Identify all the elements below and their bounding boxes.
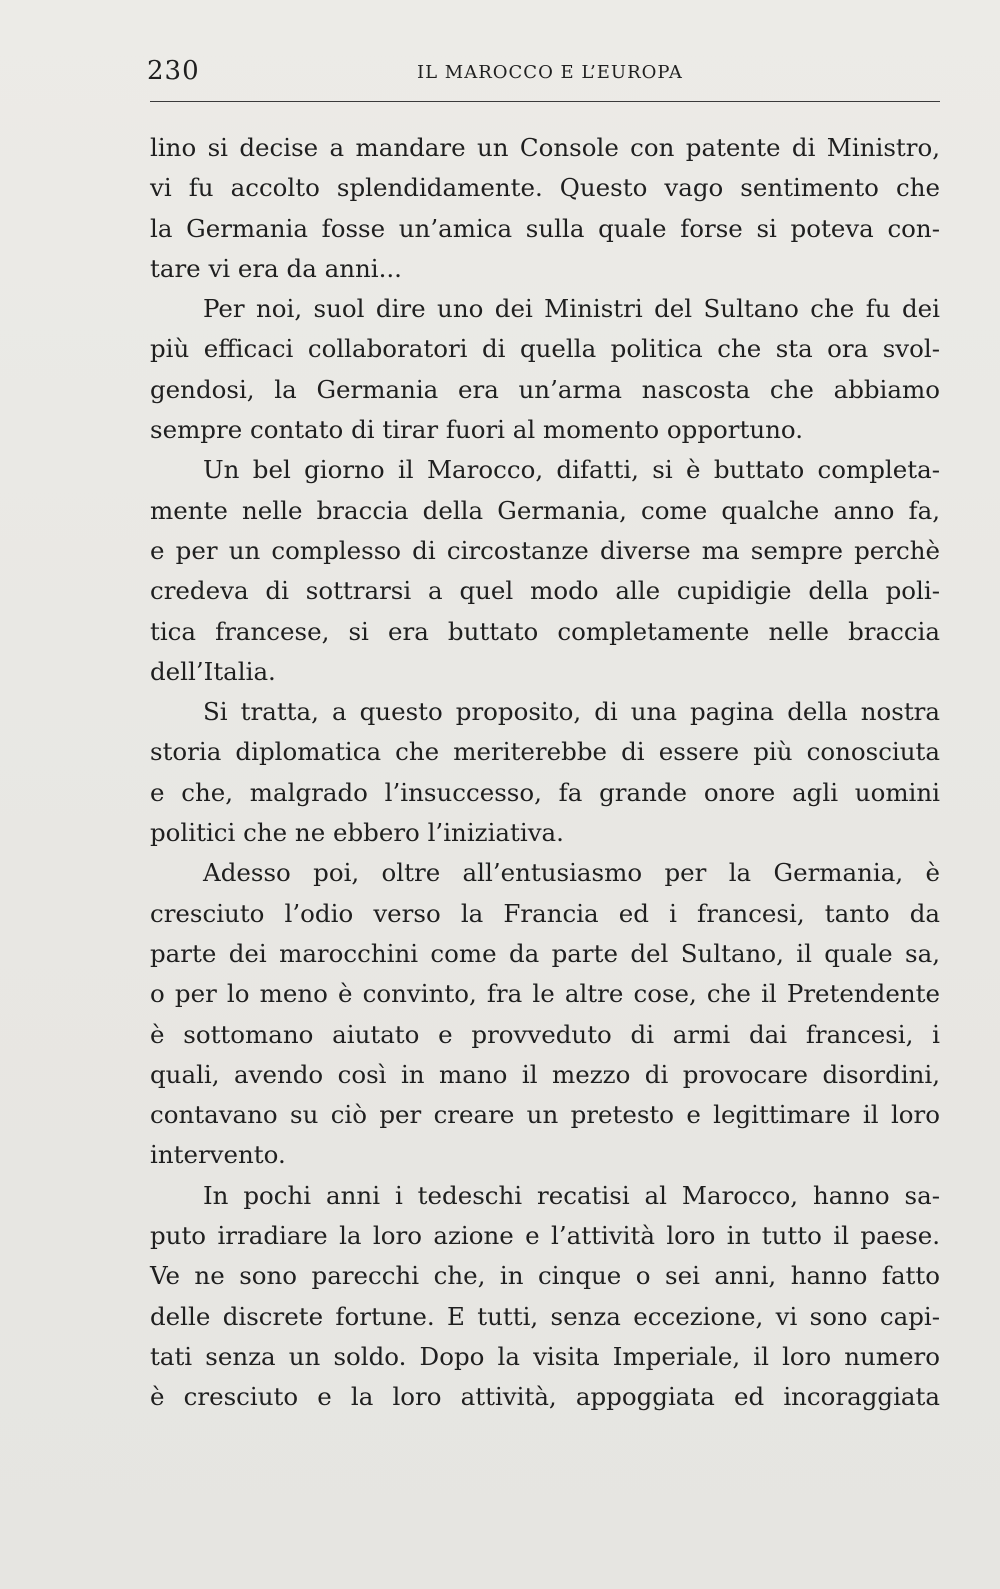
text-line: lino si decise a mandare un Console con patente di Ministro, — [150, 133, 940, 162]
text-line: vi fu accolto splendidamente. Questo vago sentimento che — [150, 173, 940, 203]
text-line: storia diplomatica che meriterebbe di essere più conosciuta — [150, 737, 940, 767]
page-header — [147, 56, 940, 90]
text-line: mente nelle braccia della Germania, come qualche anno fa, — [150, 495, 940, 525]
text-line: tati senza un soldo. Dopo la visita Imperiale, il loro numero — [150, 1341, 940, 1371]
running-title: IL MAROCCO E L’EUROPA — [417, 62, 683, 83]
text-line: Per noi, suol dire uno dei Ministri del Sultano che fu dei — [203, 294, 940, 324]
text-line: o per lo meno è convinto, fra le altre cose, che il Pretendente — [150, 979, 940, 1009]
text-line: delle discrete fortune. E tutti, senza eccezione, vi sono capi- — [150, 1301, 940, 1331]
body-text — [150, 128, 940, 1418]
text-line: tare vi era da anni... — [150, 253, 402, 283]
text-line: Ve ne sono parecchi che, in cinque o sei anni, hanno fatto — [150, 1261, 940, 1291]
text-line: Adesso poi, oltre all’entusiasmo per la Germania, è — [203, 858, 940, 888]
text-line: più efficaci collaboratori di quella politica che sta ora svol- — [150, 334, 940, 364]
text-line: tica francese, si era buttato completamente nelle braccia — [150, 616, 940, 646]
text-line: quali, avendo così in mano il mezzo di provocare disordini, — [150, 1059, 940, 1089]
page-number: 230 — [147, 56, 200, 86]
text-line: politici che ne ebbero l’iniziativa. — [150, 818, 564, 848]
text-line: contavano su ciò per creare un pretesto e legittimare il loro — [150, 1100, 940, 1130]
header-rule — [150, 101, 940, 102]
text-line: In pochi anni i tedeschi recatisi al Marocco, hanno sa- — [203, 1180, 940, 1210]
text-line: parte dei marocchini come da parte del Sultano, il quale sa, — [150, 938, 940, 968]
text-line: intervento. — [150, 1140, 286, 1170]
text-line: la Germania fosse un’amica sulla quale forse si poteva con- — [150, 213, 940, 243]
text-line: cresciuto l’odio verso la Francia ed i francesi, tanto da — [150, 898, 940, 928]
text-line: dell’Italia. — [150, 656, 276, 686]
text-line: credeva di sottrarsi a quel modo alle cupidigie della poli- — [150, 576, 940, 606]
text-line: e per un complesso di circostanze diverse ma sempre perchè — [150, 535, 940, 565]
text-line: e che, malgrado l’insuccesso, fa grande onore agli uomini — [150, 777, 940, 807]
text-line: puto irradiare la loro azione e l’attività loro in tutto il paese. — [150, 1221, 940, 1251]
text-line: è cresciuto e la loro attività, appoggiata ed incoraggiata — [150, 1382, 940, 1412]
text-line: sempre contato di tirar fuori al momento opportuno. — [150, 415, 804, 445]
text-line: Si tratta, a questo proposito, di una pagina della nostra — [203, 697, 940, 727]
text-line: è sottomano aiutato e provveduto di armi dai francesi, i — [150, 1019, 940, 1049]
text-line: Un bel giorno il Marocco, difatti, si è buttato completa- — [203, 455, 940, 485]
text-line: gendosi, la Germania era un’arma nascosta che abbiamo — [150, 374, 940, 404]
